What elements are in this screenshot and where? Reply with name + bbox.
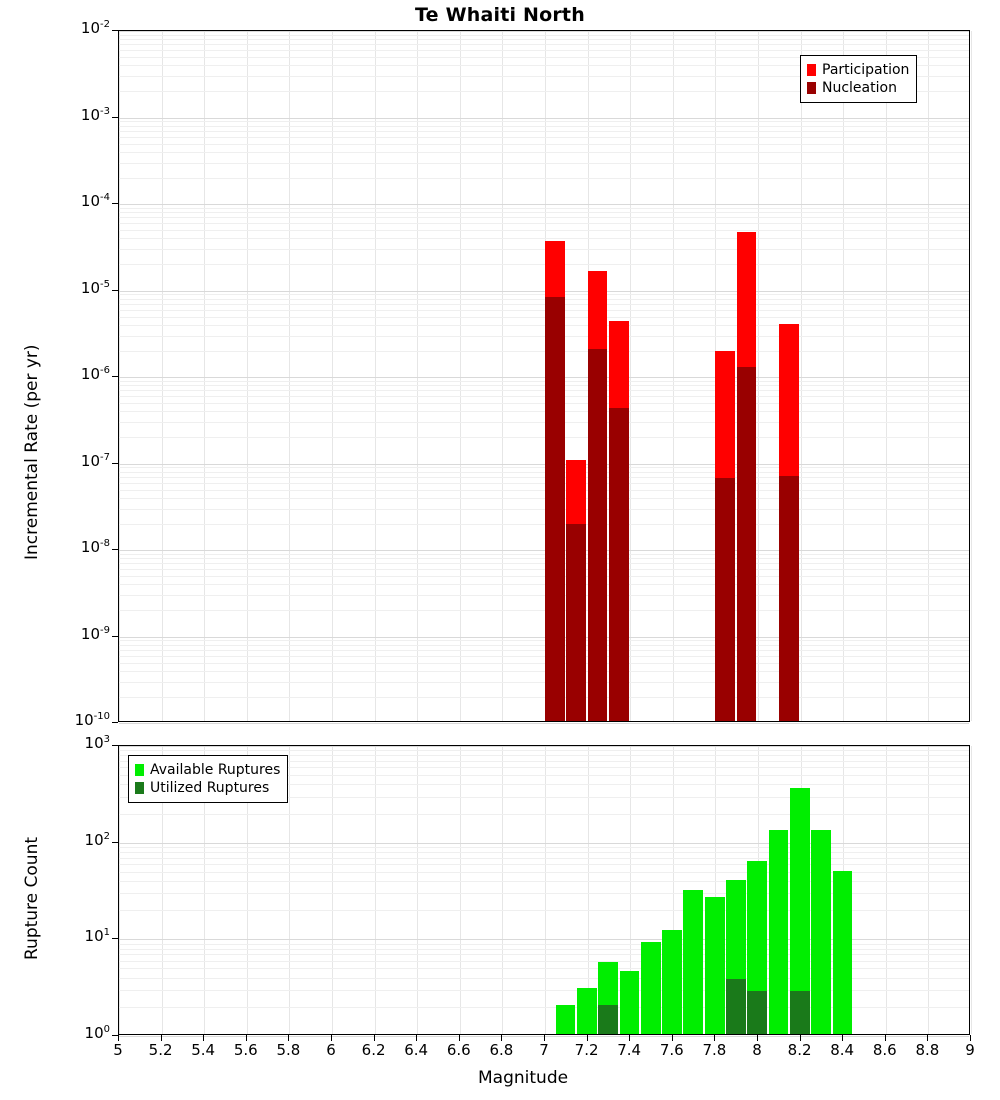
- x-tick-label: 5: [113, 1041, 123, 1059]
- y-tick-label: $10^0$: [84, 1024, 110, 1042]
- x-tick-label: 6.8: [489, 1041, 514, 1059]
- bar: [769, 830, 789, 1034]
- bar: [641, 942, 661, 1034]
- y-tick-mark: [112, 938, 118, 939]
- y-tick-label: $10^2$: [84, 830, 110, 849]
- bar: [588, 349, 608, 721]
- x-tick-label: 5.4: [191, 1041, 216, 1059]
- x-tick-mark: [970, 1035, 971, 1041]
- x-tick-label: 6.4: [404, 1041, 429, 1059]
- x-tick-label: 7.4: [617, 1041, 642, 1059]
- x-tick-mark: [203, 1035, 204, 1041]
- x-tick-mark: [800, 1035, 801, 1041]
- bar: [545, 297, 565, 721]
- y-tick-label: $10^{-9}$: [80, 624, 110, 643]
- y-tick-mark: [112, 290, 118, 291]
- bar: [598, 1005, 618, 1034]
- x-tick-mark: [757, 1035, 758, 1041]
- legend-label-nucleation: Nucleation: [822, 80, 897, 96]
- bar: [566, 524, 586, 721]
- bar: [577, 988, 597, 1034]
- x-tick-label: 9: [965, 1041, 975, 1059]
- bar: [779, 476, 799, 721]
- x-tick-mark: [927, 1035, 928, 1041]
- bar: [737, 367, 757, 721]
- legend-item-available-ruptures: [135, 761, 280, 779]
- y-tick-label: $10^{-7}$: [80, 451, 110, 470]
- x-tick-mark: [714, 1035, 715, 1041]
- bar: [662, 930, 682, 1034]
- legend-item-utilized-ruptures: [135, 779, 280, 797]
- legend-label-participation: Participation: [822, 62, 910, 78]
- bar: [556, 1005, 576, 1034]
- x-tick-mark: [459, 1035, 460, 1041]
- y-tick-mark: [112, 30, 118, 31]
- y-tick-label: $10^3$: [84, 734, 110, 752]
- y-tick-mark: [112, 203, 118, 204]
- y-tick-mark: [112, 549, 118, 550]
- x-tick-label: 6.2: [361, 1041, 386, 1059]
- y-tick-label: $10^{-10}$: [74, 711, 110, 729]
- bottom-plot-legend: [128, 755, 288, 803]
- y-tick-mark: [112, 842, 118, 843]
- x-tick-label: 7.6: [659, 1041, 684, 1059]
- x-tick-mark: [587, 1035, 588, 1041]
- x-tick-mark: [118, 1035, 119, 1041]
- y-tick-mark: [112, 463, 118, 464]
- x-tick-label: 6.6: [446, 1041, 471, 1059]
- x-tick-label: 8.6: [872, 1041, 897, 1059]
- nucleation-swatch: [807, 82, 816, 94]
- y-tick-label: $10^{-4}$: [80, 192, 110, 210]
- x-tick-mark: [161, 1035, 162, 1041]
- x-tick-mark: [374, 1035, 375, 1041]
- y-tick-label: $10^{-3}$: [80, 105, 110, 124]
- legend-item-nucleation: [807, 79, 909, 97]
- y-tick-label: $10^{-6}$: [80, 365, 110, 383]
- x-tick-label: 7.2: [574, 1041, 599, 1059]
- utilized-ruptures-swatch: [135, 782, 144, 794]
- available-ruptures-swatch: [135, 764, 144, 776]
- legend-label-available-ruptures: Available Ruptures: [150, 762, 281, 778]
- y-tick-label: $10^{-2}$: [80, 19, 110, 37]
- y-tick-label: $10^1$: [84, 927, 110, 946]
- top-plot-y-axis-title: Incremental Rate (per yr): [22, 344, 42, 560]
- x-tick-mark: [416, 1035, 417, 1041]
- bar: [715, 478, 735, 721]
- x-tick-label: 8.2: [787, 1041, 812, 1059]
- y-tick-mark: [112, 117, 118, 118]
- bar: [683, 890, 703, 1034]
- x-tick-label: 7.8: [702, 1041, 727, 1059]
- incremental-rate-plot: [118, 30, 970, 722]
- y-tick-label: $10^{-5}$: [80, 278, 110, 297]
- y-tick-mark: [112, 745, 118, 746]
- legend-label-utilized-ruptures: Utilized Ruptures: [150, 780, 270, 796]
- bar: [609, 408, 629, 721]
- bar: [833, 871, 853, 1034]
- x-tick-mark: [629, 1035, 630, 1041]
- y-tick-mark: [112, 722, 118, 723]
- y-tick-mark: [112, 376, 118, 377]
- x-tick-label: 6: [326, 1041, 336, 1059]
- bar: [811, 830, 831, 1034]
- x-tick-label: 7: [539, 1041, 549, 1059]
- top-plot-legend: [800, 55, 917, 103]
- top-plot-bars: [119, 31, 969, 721]
- bar: [705, 897, 725, 1034]
- bar: [726, 979, 746, 1034]
- bar: [790, 991, 810, 1034]
- y-tick-mark: [112, 636, 118, 637]
- x-axis-title: Magnitude: [478, 1068, 569, 1088]
- y-tick-label: $10^{-8}$: [80, 538, 110, 556]
- participation-swatch: [807, 64, 816, 76]
- x-tick-label: 5.8: [276, 1041, 301, 1059]
- x-tick-label: 5.2: [148, 1041, 173, 1059]
- x-tick-mark: [885, 1035, 886, 1041]
- x-tick-mark: [501, 1035, 502, 1041]
- x-tick-mark: [842, 1035, 843, 1041]
- page-title: Te Whaiti North: [415, 4, 585, 26]
- x-tick-label: 8.8: [915, 1041, 940, 1059]
- x-tick-label: 8: [752, 1041, 762, 1059]
- x-tick-mark: [331, 1035, 332, 1041]
- x-tick-mark: [544, 1035, 545, 1041]
- x-tick-mark: [672, 1035, 673, 1041]
- legend-item-participation: [807, 61, 909, 79]
- x-tick-mark: [288, 1035, 289, 1041]
- x-tick-label: 8.4: [830, 1041, 855, 1059]
- x-tick-mark: [246, 1035, 247, 1041]
- x-tick-label: 5.6: [233, 1041, 258, 1059]
- bar: [747, 991, 767, 1034]
- bar: [620, 971, 640, 1034]
- bottom-plot-y-axis-title: Rupture Count: [22, 836, 42, 960]
